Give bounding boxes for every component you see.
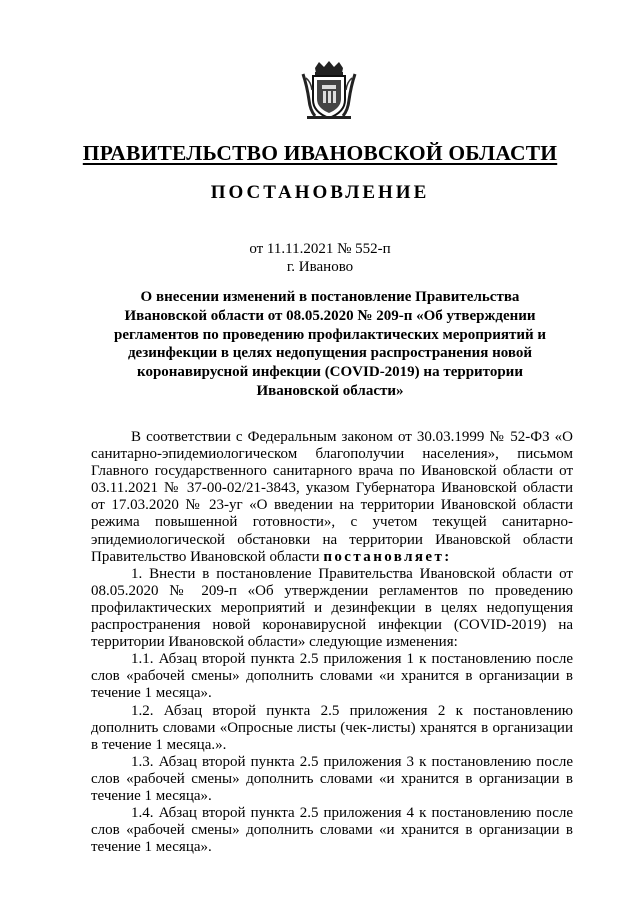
document-title: О внесении изменений в постановление Правительства Ивановской области от 08.05.2020 № 209-п «Об утверждении регламентов по проведению профилактических мероприятий и дезинфекции в целях недопущения распространения новой коронавирусной инфекции (COVID-2019) на территории Ивановской области» bbox=[113, 289, 546, 399]
item-1-4: 1.4. Абзац второй пункта 2.5 приложения 4 к постановлению после слов «рабочей смены» дополнить словами «и хранится в организации в течение 1 месяца». bbox=[91, 805, 573, 856]
document-body bbox=[91, 429, 573, 856]
date-block bbox=[0, 240, 640, 276]
item-1-2: 1.2. Абзац второй пункта 2.5 приложения 2 к постановлению дополнить словами «Опросные листы (чек-листы) хранятся в организации в течение 1 месяца.». bbox=[91, 702, 573, 753]
item-1-1: 1.1. Абзац второй пункта 2.5 приложения 1 к постановлению после слов «рабочей смены» дополнить словами «и хранится в организации в течение 1 месяца». bbox=[91, 651, 573, 702]
preamble-paragraph bbox=[91, 429, 573, 566]
organization-name: ПРАВИТЕЛЬСТВО ИВАНОВСКОЙ ОБЛАСТИ bbox=[82, 141, 558, 165]
date-number: от 11.11.2021 № 552-п bbox=[249, 241, 391, 257]
resolves-keyword: постановляет: bbox=[323, 548, 452, 565]
item-1: 1. Внести в постановление Правительства Ивановской области от 08.05.2020 № 209-п «Об утверждении регламентов по проведению профилактических мероприятий и дезинфекции в целях недопущения распространения новой коронавирусной инфекции (COVID-2019) на территории Ивановской области» следующие изменения: bbox=[91, 565, 573, 651]
item-1-3: 1.3. Абзац второй пункта 2.5 приложения 3 к постановлению после слов «рабочей смены» дополнить словами «и хранится в организации в течение 1 месяца». bbox=[91, 753, 573, 804]
document-type: ПОСТАНОВЛЕНИЕ bbox=[210, 182, 430, 203]
coat-of-arms-icon bbox=[299, 60, 359, 122]
preamble-text: В соответствии с Федеральным законом от 30.03.1999 № 52-ФЗ «О санитарно-эпидемиологическом благополучии населения», письмом Главного государственного санитарного врача по Ивановской области от 03.11.2021 № 37-00-02/21-3843, указом Губернатора Ивановской области от 17.03.2020 № 23-уг «О введении на территории Ивановской области режима повышенной готовности», с учетом текущей санитарно-эпидемиологической обстановки на территории Ивановской области Правительство Ивановской области bbox=[91, 429, 573, 565]
city: г. Иваново bbox=[286, 259, 354, 275]
